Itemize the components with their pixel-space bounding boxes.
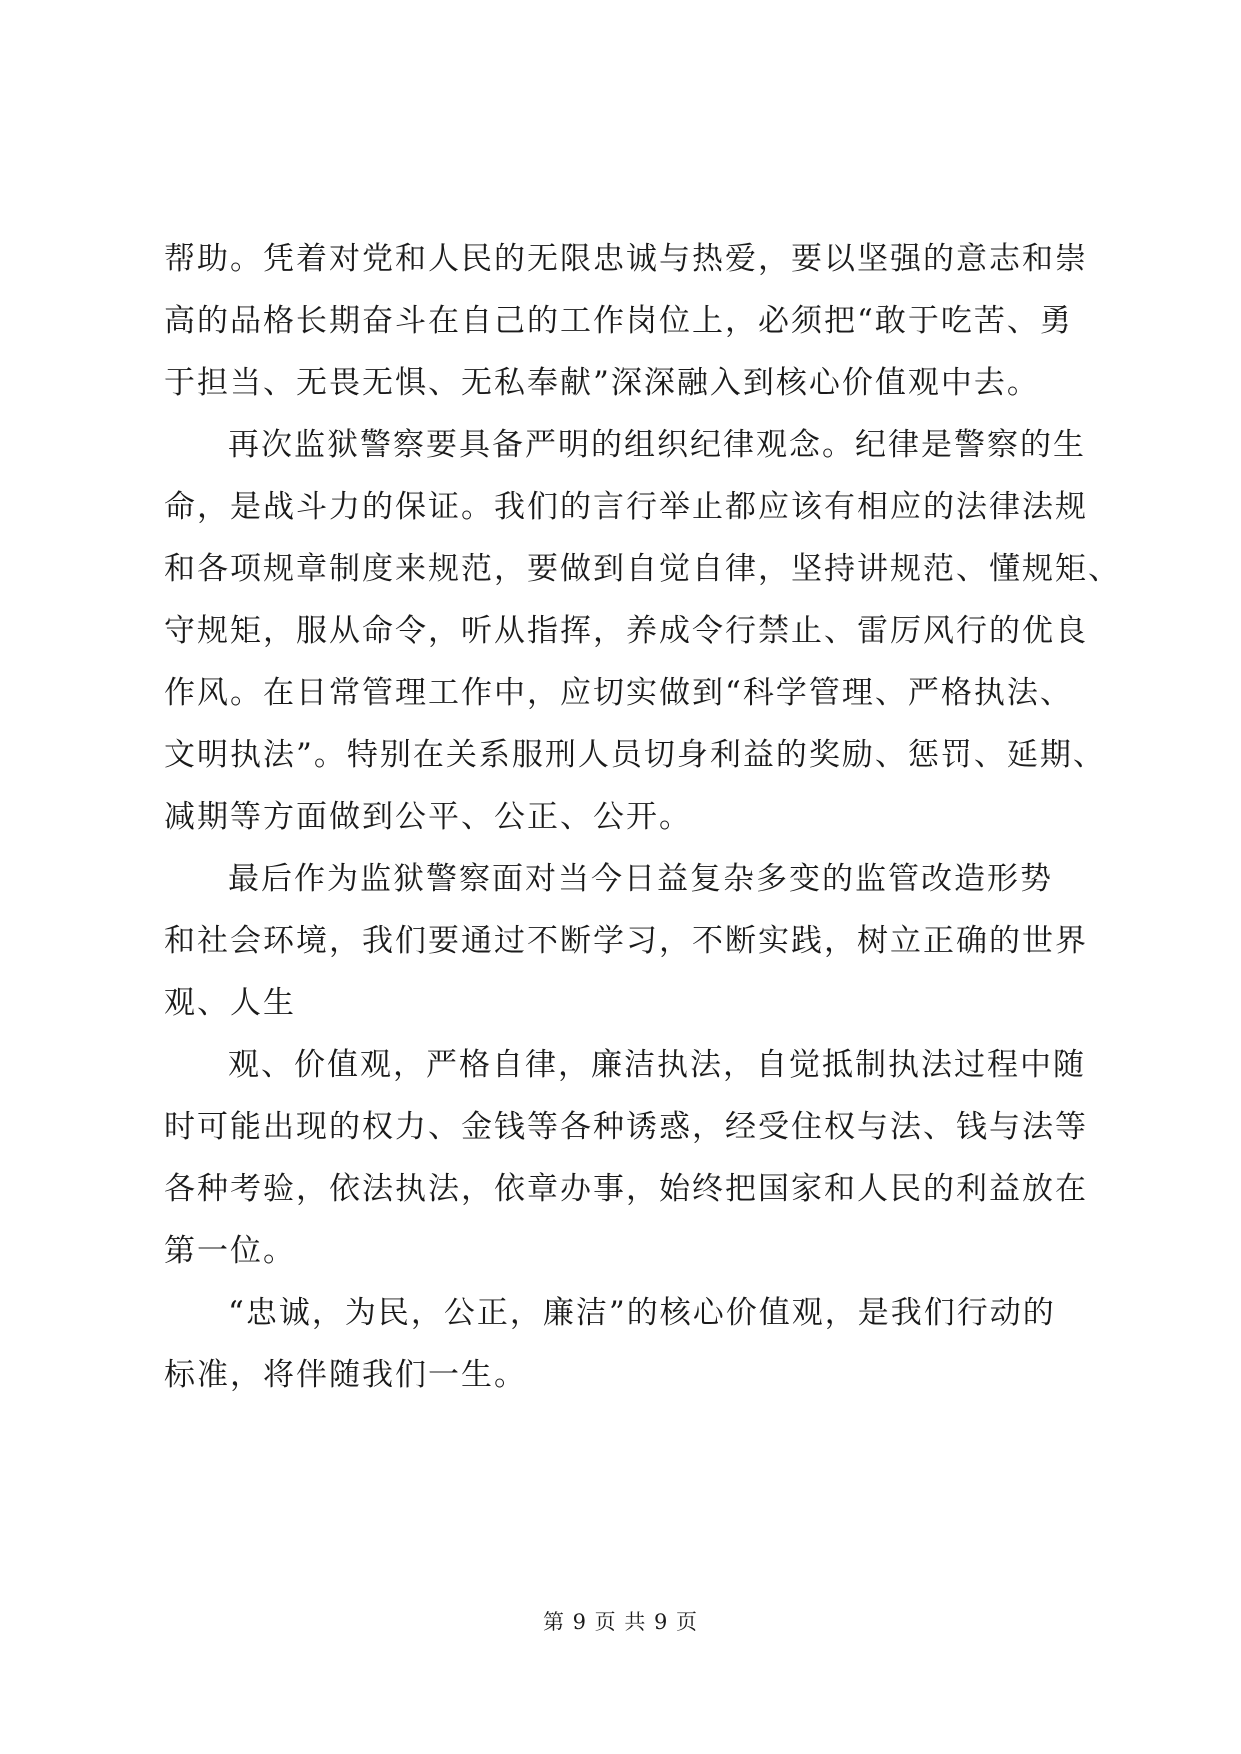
paragraph-3 [164,848,1088,1034]
paragraph-4 [164,1034,1088,1282]
text-line: 时可能出现的权力、金钱等各种诱惑，经受住权与法、钱与法等 [164,1109,1088,1145]
paragraph-5 [164,1282,1084,1406]
text-line: 高的品格长期奋斗在自己的工作岗位上，必须把“敢于吃苦、勇 [164,303,1073,339]
text-line: “忠诚，为民，公正，廉洁”的核心价值观，是我们行动的 [228,1295,1056,1331]
paragraph-1 [164,228,1088,414]
text-line: 和各项规章制度来规范，要做到自觉自律，坚持讲规范、懂规矩、 [164,551,1121,587]
text-line: 命，是战斗力的保证。我们的言行举止都应该有相应的法律法规 [164,489,1088,525]
paragraph-2 [164,414,1121,848]
text-line: 观、人生 [164,985,296,1021]
text-line: 标准，将伴随我们一生。 [164,1357,527,1393]
text-line: 减期等方面做到公平、公正、公开。 [164,799,692,835]
text-line: 和社会环境，我们要通过不断学习，不断实践，树立正确的世界 [164,923,1088,959]
text-line: 各种考验，依法执法，依章办事，始终把国家和人民的利益放在 [164,1171,1088,1207]
text-line: 第一位。 [164,1233,296,1269]
page-number-footer: 第 9 页 共 9 页 [542,1610,699,1634]
text-line: 再次监狱警察要具备严明的组织纪律观念。纪律是警察的生 [228,427,1086,463]
text-line: 于担当、无畏无惧、无私奉献”深深融入到核心价值观中去。 [164,365,1040,401]
text-line: 帮助。凭着对党和人民的无限忠诚与热爱，要以坚强的意志和崇 [164,241,1088,277]
text-line: 观、价值观，严格自律，廉洁执法，自觉抵制执法过程中随 [228,1047,1086,1083]
text-line: 最后作为监狱警察面对当今日益复杂多变的监管改造形势 [228,861,1053,897]
document-body [164,228,1121,1406]
text-line: 文明执法”。特别在关系服刑人员切身利益的奖励、惩罚、延期、 [164,737,1106,773]
text-line: 守规矩，服从命令，听从指挥，养成令行禁止、雷厉风行的优良 [164,613,1088,649]
text-line: 作风。在日常管理工作中，应切实做到“科学管理、严格执法、 [164,675,1073,711]
